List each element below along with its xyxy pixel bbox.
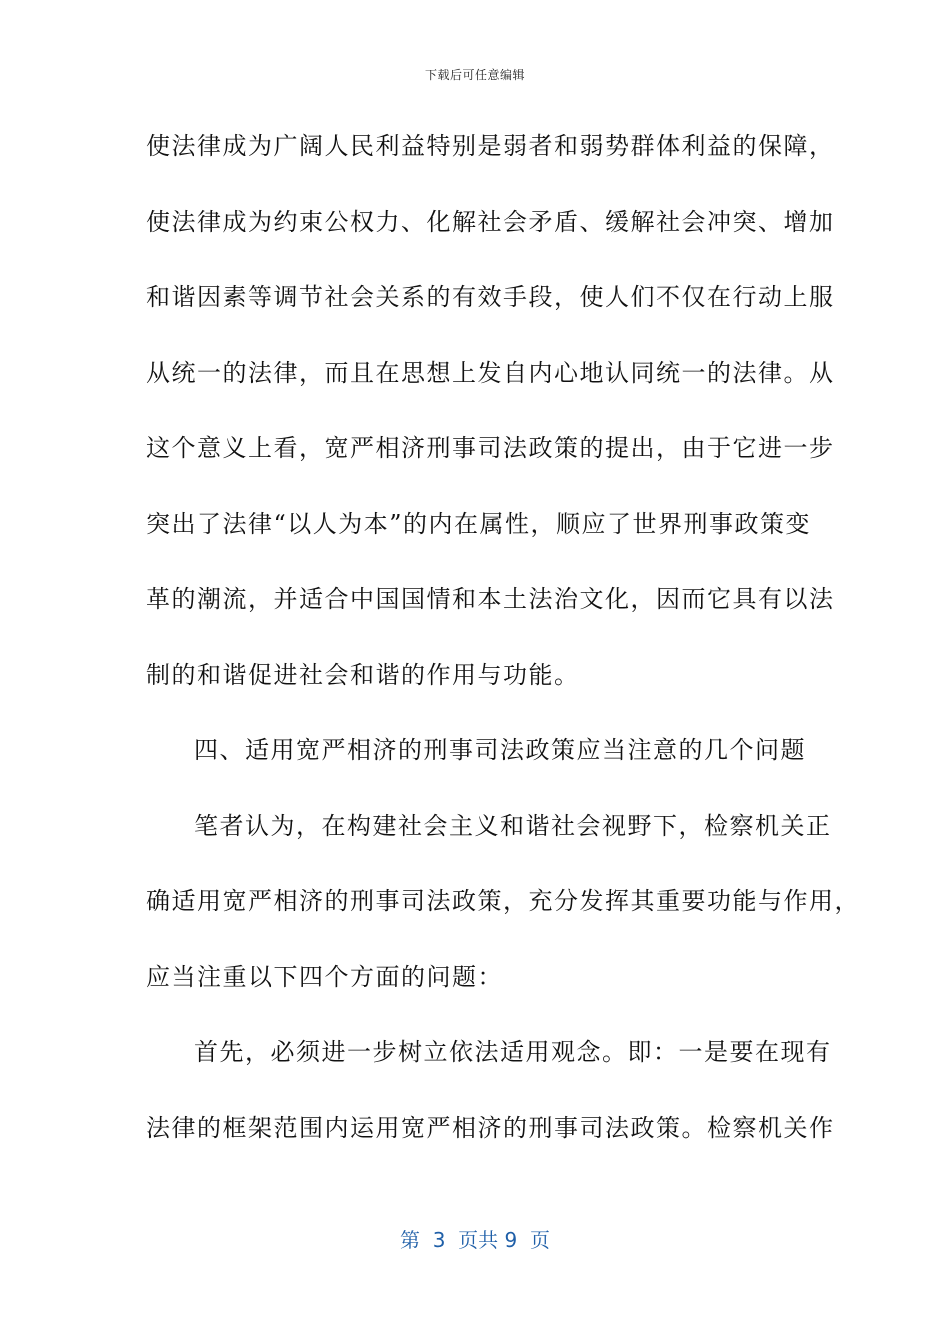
- text-line-8: 制的和谐促进社会和谐的作用与功能。: [146, 660, 580, 689]
- text-line-2: 使法律成为约束公权力、化解社会矛盾、缓解社会冲突、增加: [146, 207, 835, 236]
- text-line-11: 确适用宽严相济的刑事司法政策，充分发挥其重要功能与作用，: [146, 887, 860, 915]
- text-line-1: 使法律成为广阔人民利益特别是弱者和弱势群体利益的保障，: [146, 132, 835, 160]
- text-line-14: 法律的框架范围内运用宽严相济的刑事司法政策。检察机关作: [146, 1113, 835, 1142]
- text-line-7: 革的潮流，并适合中国国情和本土法治文化，因而它具有以法: [146, 585, 835, 613]
- text-line-5: 这个意义上看，宽严相济刑事司法政策的提出，由于它进一步: [146, 434, 835, 462]
- page-number: 第 3 页共 9 页: [400, 1228, 550, 1252]
- text-line-10: 笔者认为，在构建社会主义和谐社会视野下，检察机关正: [194, 811, 832, 840]
- text-line-3: 和谐因素等调节社会关系的有效手段，使人们不仅在行动上服: [146, 283, 835, 311]
- section-heading: 四、适用宽严相济的刑事司法政策应当注意的几个问题: [194, 736, 806, 764]
- page-header: 下载后可任意编辑: [424, 68, 525, 82]
- document-body: [146, 118, 860, 1175]
- text-line-12: 应当注重以下四个方面的问题：: [146, 962, 503, 991]
- text-line-4: 从统一的法律，而且在思想上发自内心地认同统一的法律。从: [146, 358, 835, 387]
- text-line-6: 突出了法律“以人为本”的内在属性，顺应了世界刑事政策变: [146, 509, 812, 538]
- text-line-13: 首先，必须进一步树立依法适用观念。即：一是要在现有: [194, 1038, 832, 1066]
